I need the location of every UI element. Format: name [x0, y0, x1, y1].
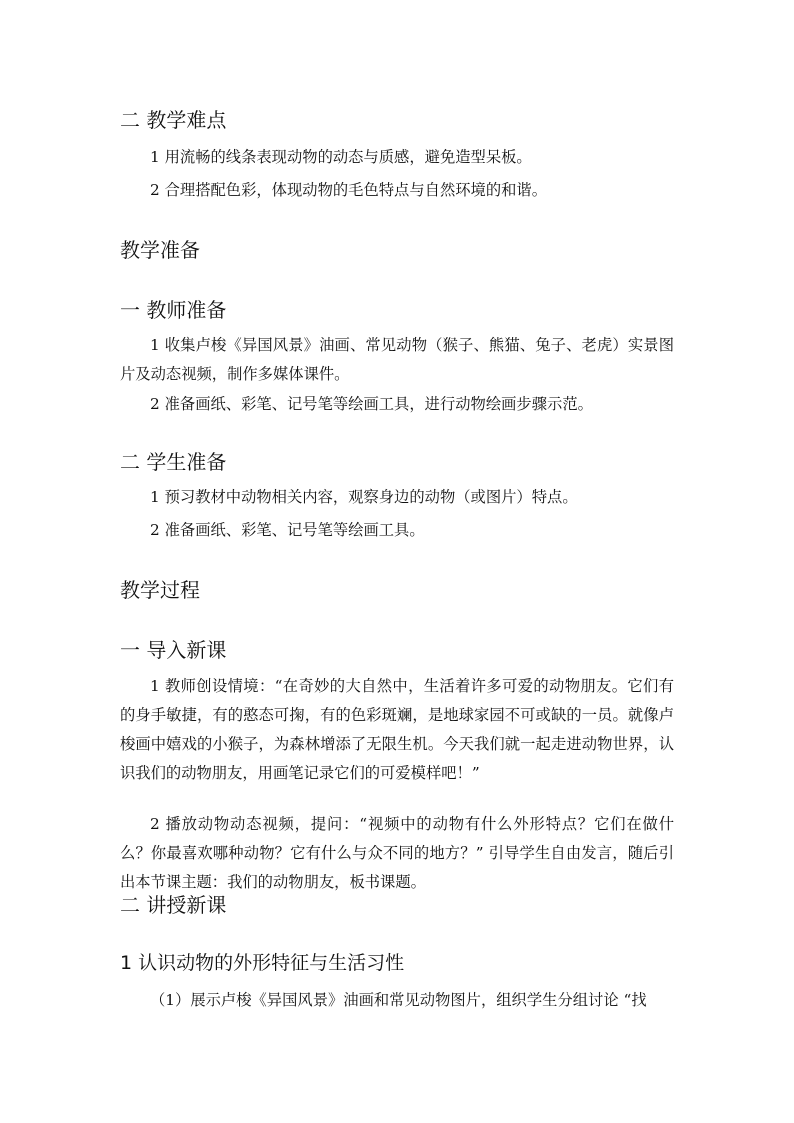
- heading-new-lesson: 二 讲授新课: [120, 893, 227, 917]
- introduction-paragraph-2: 2 播放动物动态视频，提问：“视频中的动物有什么外形特点？它们在做什么？你最喜欢哪种动物？它有什么与众不同的地方？” 引导学生自由发言，随后引出本节课主题：我们的动物朋友，板书课题。: [120, 815, 674, 891]
- teacher-prep-item-1: 1 收集卢梭《异国风景》油画、常见动物（猴子、熊猫、兔子、老虎）实景图片及动态视频，制作多媒体课件。: [120, 336, 674, 383]
- heading-introduction: 一 导入新课: [120, 638, 227, 662]
- heading-teaching-preparation: 教学准备: [120, 238, 200, 262]
- difficulty-item-2: 2 合理搭配色彩，体现动物的毛色特点与自然环境的和谐。: [150, 181, 548, 199]
- introduction-paragraph-1: 1 教师创设情境：“在奇妙的大自然中，生活着许多可爱的动物朋友。它们有的身手敏捷，有的憨态可掬，有的色彩斑斓，是地球家园不可或缺的一员。就像卢梭画中嬉戏的小猴子，为森林增添了无限生机。今天我们就一起走进动物世界，认识我们的动物朋友，用画笔记录它们的可爱模样吧！”: [120, 677, 674, 782]
- heading-teacher-preparation: 一 教师准备: [120, 298, 227, 322]
- subheading-animal-features: 1 认识动物的外形特征与生活习性: [120, 952, 405, 974]
- heading-teaching-process: 教学过程: [120, 578, 200, 602]
- student-prep-item-1: 1 预习教材中动物相关内容，观察身边的动物（或图片）特点。: [150, 488, 578, 506]
- heading-teaching-difficulties: 二 教学难点: [120, 108, 227, 132]
- teacher-prep-item-2: 2 准备画纸、彩笔、记号笔等绘画工具，进行动物绘画步骤示范。: [150, 395, 593, 413]
- student-prep-item-2: 2 准备画纸、彩笔、记号笔等绘画工具。: [150, 521, 425, 539]
- animal-features-paragraph-1: （1）展示卢梭《异国风景》油画和常见动物图片，组织学生分组讨论 “找: [150, 991, 647, 1009]
- difficulty-item-1: 1 用流畅的线条表现动物的动态与质感，避免造型呆板。: [150, 148, 532, 166]
- heading-student-preparation: 二 学生准备: [120, 450, 227, 474]
